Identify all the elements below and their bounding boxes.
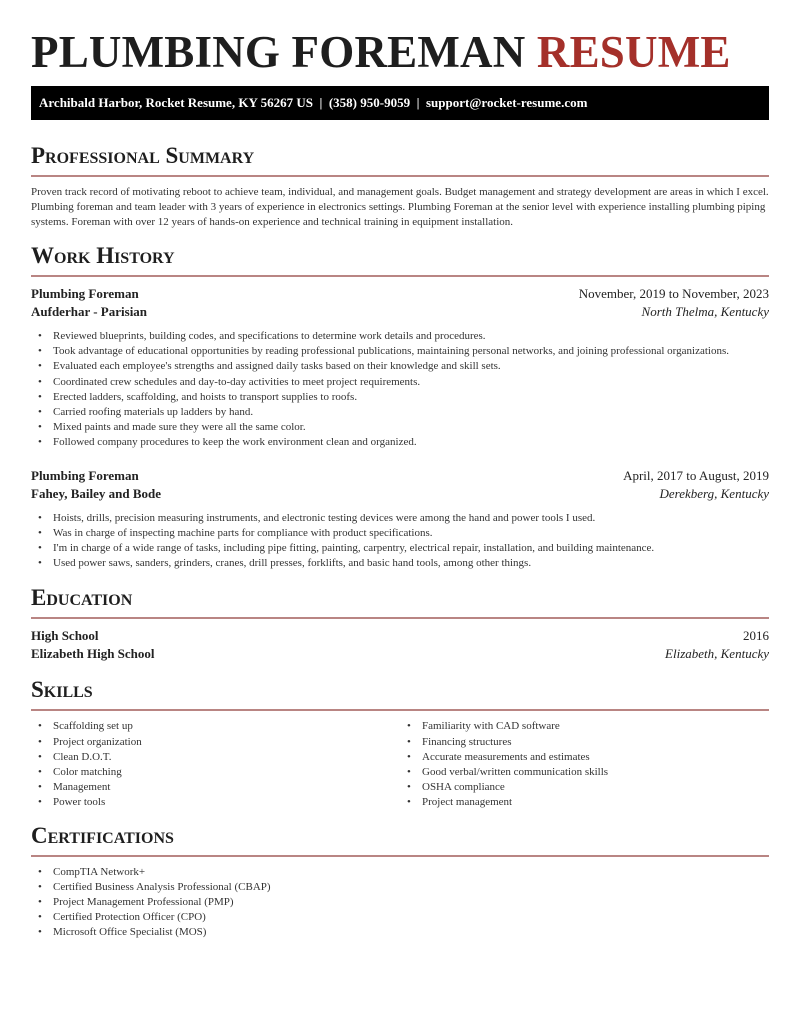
- skill-item: • Financing structures: [400, 735, 769, 750]
- section-heading: Work History: [31, 241, 769, 277]
- certifications-section: [31, 821, 769, 941]
- education-location: Elizabeth, Kentucky: [665, 646, 769, 662]
- skill-item: • Scaffolding set up: [31, 719, 400, 734]
- section-heading: Certifications: [31, 821, 769, 857]
- job-bullet: • Coordinated crew schedules and day-to-day activities to meet project requirements.: [31, 375, 769, 390]
- skills-section: [31, 675, 769, 810]
- title-main: PLUMBING FOREMAN: [31, 27, 526, 77]
- summary-section: [31, 141, 769, 230]
- section-heading: Skills: [31, 675, 769, 711]
- job-entry: [31, 285, 769, 451]
- certification-item: • Project Management Professional (PMP): [31, 895, 769, 910]
- resume-title: [31, 27, 769, 77]
- job-title: Plumbing Foreman: [31, 286, 139, 301]
- job-bullet: • Used power saws, sanders, grinders, cranes, drill presses, forklifts, and basic hand tools, among other things.: [31, 556, 769, 571]
- job-dates: November, 2019 to November, 2023: [578, 286, 769, 301]
- work-section: [31, 241, 769, 571]
- skill-item: • OSHA compliance: [400, 780, 769, 795]
- section-heading: Education: [31, 583, 769, 619]
- separator: |: [416, 95, 420, 110]
- section-heading: Professional Summary: [31, 141, 769, 177]
- job-bullet: • Reviewed blueprints, building codes, and specifications to determine work details and procedures.: [31, 329, 769, 344]
- contact-email: support@rocket-resume.com: [425, 95, 588, 110]
- certification-item: • Microsoft Office Specialist (MOS): [31, 925, 769, 940]
- separator: |: [319, 95, 323, 110]
- job-bullet: • Followed company procedures to keep the work environment clean and organized.: [31, 435, 769, 450]
- certification-item: • Certified Protection Officer (CPO): [31, 910, 769, 925]
- skill-item: • Good verbal/written communication skills: [400, 765, 769, 780]
- skill-item: • Project organization: [31, 735, 400, 750]
- job-bullet: • Mixed paints and made sure they were all the same color.: [31, 420, 769, 435]
- job-bullet: • I'm in charge of a wide range of tasks, including pipe fitting, painting, carpentry, electrical repair, installation, and building maintenance.: [31, 541, 769, 556]
- job-location: North Thelma, Kentucky: [641, 304, 769, 319]
- job-dates: April, 2017 to August, 2019: [623, 467, 769, 483]
- skill-item: • Accurate measurements and estimates: [400, 750, 769, 765]
- school: Elizabeth High School: [31, 646, 155, 662]
- job-bullet: • Carried roofing materials up ladders by hand.: [31, 405, 769, 420]
- skills-left: [31, 719, 400, 810]
- job-company: Aufderhar - Parisian: [31, 304, 148, 319]
- education-year: 2016: [743, 628, 769, 644]
- job-title: Plumbing Foreman: [31, 467, 139, 483]
- summary-text: Proven track record of motivating reboot to achieve team, individual, and management goals. Budget management and strategy development are areas in which I excel. Plumbing foreman and team leader with 3 years of experience in electronics settings. Plumbing Foreman at the senior level with experience installing plumbing piping systems. Foreman with over 12 years of hands-on experience and technical training in equipment installation.: [31, 186, 769, 228]
- resume-page: [31, 0, 769, 941]
- certification-item: • Certified Business Analysis Professional (CBAP): [31, 880, 769, 895]
- job-bullet: • Hoists, drills, precision measuring instruments, and electronic testing devices were among the hand and power tools I used.: [31, 511, 769, 526]
- degree: High School: [31, 628, 99, 644]
- job-bullet: • Was in charge of inspecting machine parts for compliance with product specifications.: [31, 526, 769, 541]
- contact-address: Archibald Harbor, Rocket Resume, KY 56267 US: [39, 95, 313, 110]
- job-company: Fahey, Bailey and Bode: [31, 485, 162, 501]
- job-entry: [31, 467, 769, 572]
- skill-item: • Project management: [400, 795, 769, 810]
- title-accent: RESUME: [536, 27, 731, 77]
- skill-item: • Color matching: [31, 765, 400, 780]
- job-bullet: • Erected ladders, scaffolding, and hoists to transport supplies to roofs.: [31, 390, 769, 405]
- skill-item: • Clean D.O.T.: [31, 750, 400, 765]
- contact-phone: (358) 950-9059: [328, 95, 411, 110]
- job-location: Derekberg, Kentucky: [659, 485, 769, 501]
- skill-item: • Power tools: [31, 795, 400, 810]
- skill-item: • Familiarity with CAD software: [400, 719, 769, 734]
- job-bullet: • Took advantage of educational opportunities by reading professional publications, maintaining personal networks, and joining professional organizations.: [31, 344, 769, 359]
- skills-right: [400, 719, 769, 810]
- skill-item: • Management: [31, 780, 400, 795]
- education-section: [31, 583, 769, 663]
- certification-item: • CompTIA Network+: [31, 865, 769, 880]
- job-bullet: • Evaluated each employee's strengths and assigned daily tasks based on their knowledge and skill sets.: [31, 359, 769, 374]
- contact-bar: [31, 86, 769, 120]
